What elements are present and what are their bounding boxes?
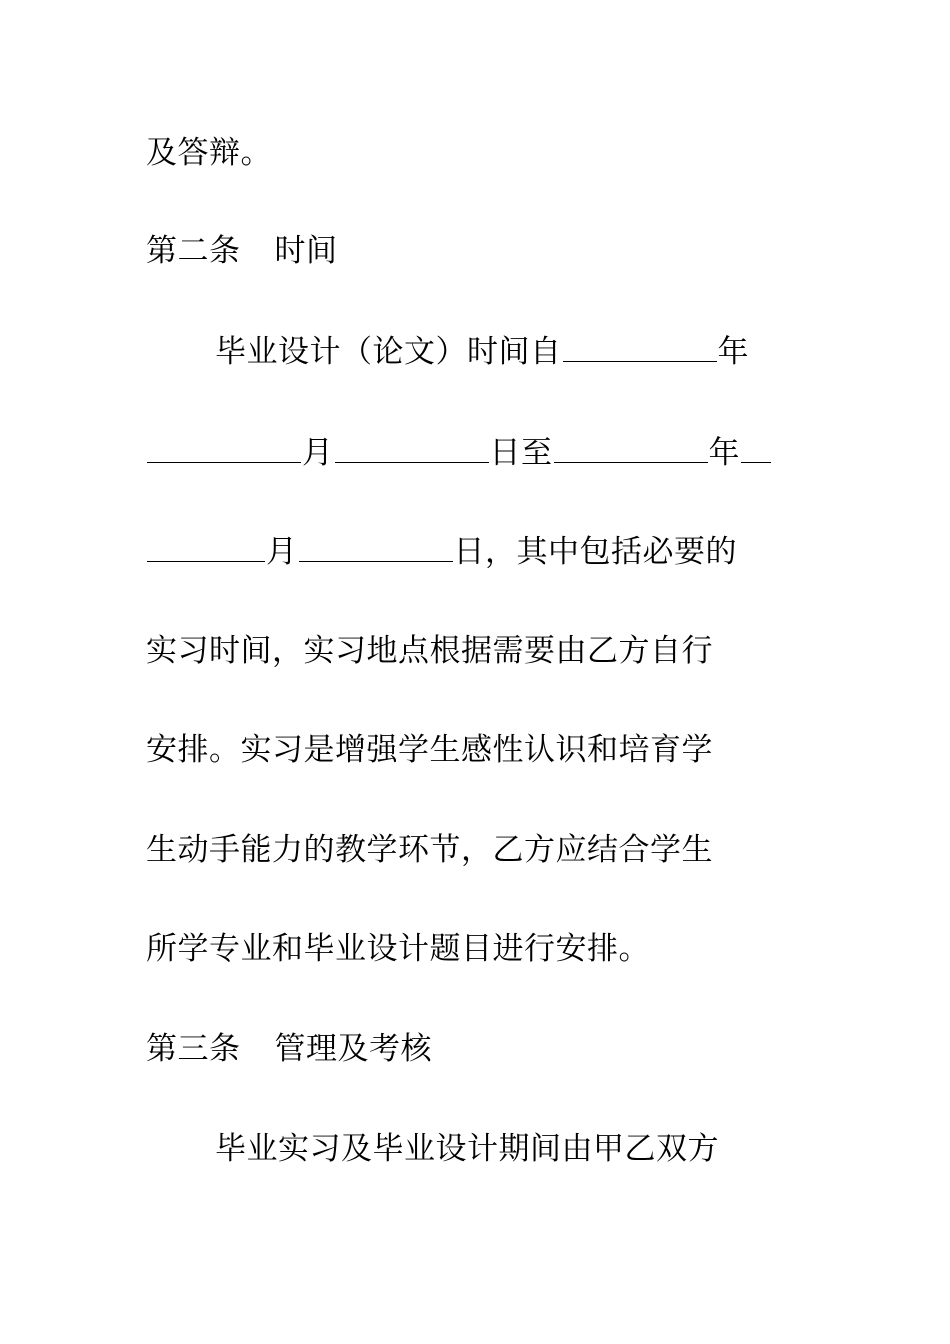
text: 所学专业和毕业设计题目进行安排。 <box>146 931 650 967</box>
text: 毕业实习及毕业设计期间由甲乙双方 <box>215 1131 719 1167</box>
paragraph-line <box>146 626 806 676</box>
article-number: 第二条 <box>146 233 241 269</box>
fill-in-blank <box>563 328 717 362</box>
text: 安排。实习是增强学生感性认识和培育学 <box>146 732 713 768</box>
article-title: 时间 <box>274 233 338 269</box>
article-heading <box>146 1024 806 1074</box>
text: 生动手能力的教学环节，乙方应结合学生 <box>146 832 713 868</box>
paragraph-line <box>215 327 875 377</box>
text: 日至 <box>489 435 553 471</box>
fill-in-blank <box>554 429 708 463</box>
fill-in-blank <box>147 429 301 463</box>
fill-in-blank <box>299 528 453 562</box>
text: 日，其中包括必要的 <box>453 534 737 570</box>
article-title: 管理及考核 <box>274 1031 432 1067</box>
paragraph-line <box>146 725 806 775</box>
text: 实习时间，实习地点根据需要由乙方自行 <box>146 633 713 669</box>
paragraph-line <box>146 924 806 974</box>
text: 年 <box>717 334 749 370</box>
paragraph-line <box>146 428 806 478</box>
text: 及答辩。 <box>146 135 272 171</box>
text: 月 <box>266 534 298 570</box>
text: 毕业设计（论文）时间自 <box>215 334 562 370</box>
paragraph-line <box>215 1124 875 1174</box>
paragraph-line <box>146 128 806 178</box>
paragraph-line <box>146 527 806 577</box>
text: 年 <box>708 435 740 471</box>
article-heading <box>146 226 806 276</box>
fill-in-blank <box>335 429 489 463</box>
fill-in-blank <box>147 528 265 562</box>
text: 月 <box>302 435 334 471</box>
article-number: 第三条 <box>146 1031 241 1067</box>
fill-in-blank <box>741 429 771 463</box>
paragraph-line <box>146 825 806 875</box>
